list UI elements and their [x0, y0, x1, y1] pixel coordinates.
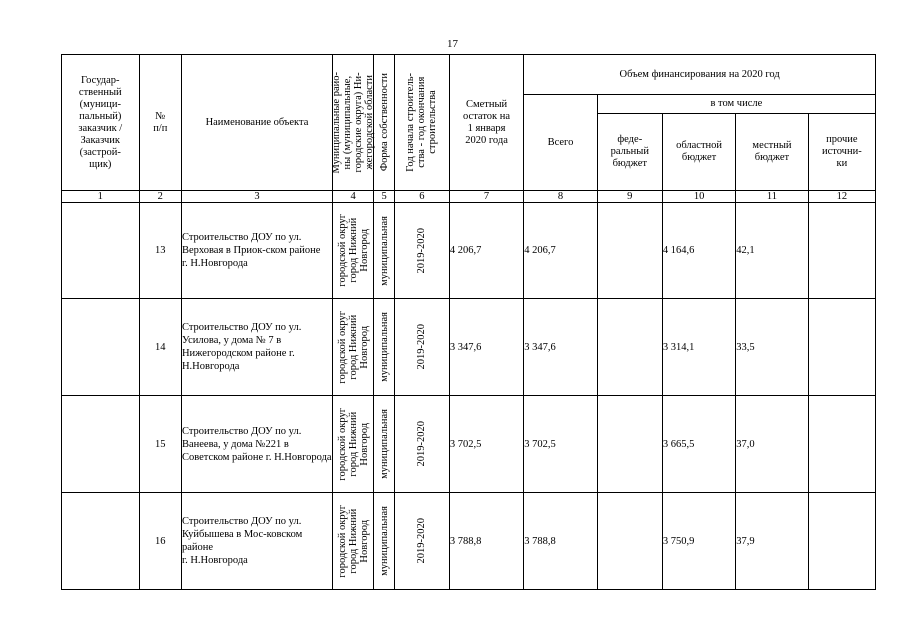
cell-num: 13 — [139, 203, 181, 299]
cell-customer — [62, 299, 140, 396]
cell-district — [332, 493, 373, 590]
cell-regional: 3 750,9 — [662, 493, 735, 590]
header-ownership — [374, 55, 395, 191]
cell-federal — [597, 493, 662, 590]
cell-other — [808, 203, 875, 299]
cell-ownership — [374, 203, 395, 299]
cell-years-text: 2019-2020 — [416, 518, 428, 564]
cell-object-name: Строительство ДОУ по ул. Верховая в Приок-ском районе г. Н.Новгорода — [181, 203, 332, 299]
cell-district — [332, 396, 373, 493]
cell-ownership — [374, 396, 395, 493]
cell-years — [395, 493, 450, 590]
cell-estimate: 3 702,5 — [449, 396, 523, 493]
cell-regional: 3 665,5 — [662, 396, 735, 493]
header-estimate: Сметный остаток на 1 января 2020 года — [449, 55, 523, 191]
cell-local: 37,9 — [736, 493, 808, 590]
cell-federal — [597, 299, 662, 396]
cell-estimate: 3 347,6 — [449, 299, 523, 396]
cell-ownership-text: муниципальная — [378, 215, 390, 286]
cell-years-text: 2019-2020 — [416, 324, 428, 370]
header-years — [395, 55, 450, 191]
cell-federal — [597, 203, 662, 299]
cell-object-name: Строительство ДОУ по ул. Ванеева, у дома №221 в Советском районе г. Н.Новгорода — [181, 396, 332, 493]
cell-local: 37,0 — [736, 396, 808, 493]
colnum-11: 11 — [736, 191, 808, 203]
cell-total: 3 347,6 — [524, 299, 597, 396]
header-federal: феде- ральный бюджет — [597, 114, 662, 191]
cell-customer — [62, 203, 140, 299]
header-incl: в том числе — [597, 95, 875, 114]
financing-table — [61, 54, 876, 590]
cell-customer — [62, 493, 140, 590]
cell-district-text: городской округ город Нижний Новгород — [336, 310, 370, 384]
cell-regional: 3 314,1 — [662, 299, 735, 396]
column-numbers-row — [62, 191, 876, 203]
header-other: прочие источни- ки — [808, 114, 875, 191]
colnum-5: 5 — [374, 191, 395, 203]
cell-ownership — [374, 299, 395, 396]
colnum-6: 6 — [395, 191, 450, 203]
table-row — [62, 299, 876, 396]
header-ownership-text: Форма собственности — [378, 73, 390, 172]
colnum-2: 2 — [139, 191, 181, 203]
header-regional: областной бюджет — [662, 114, 735, 191]
colnum-12: 12 — [808, 191, 875, 203]
cell-ownership-text: муниципальная — [378, 409, 390, 479]
cell-district-text: городской округ город Нижний Новгород — [336, 504, 370, 578]
colnum-1: 1 — [62, 191, 140, 203]
header-num: № п/п — [139, 55, 181, 191]
header-total: Всего — [524, 95, 597, 191]
cell-years-text: 2019-2020 — [416, 227, 428, 274]
cell-estimate: 4 206,7 — [449, 203, 523, 299]
cell-ownership — [374, 493, 395, 590]
page-number: 17 — [447, 38, 458, 50]
cell-other — [808, 396, 875, 493]
header-funding-group: Объем финансирования на 2020 год — [524, 55, 876, 95]
cell-federal — [597, 396, 662, 493]
cell-object-name: Строительство ДОУ по ул. Куйбышева в Мос-ковском районе г. Н.Новгорода — [181, 493, 332, 590]
cell-ownership-text: муниципальная — [378, 312, 390, 382]
header-object-name: Наименование объекта — [181, 55, 332, 191]
cell-ownership-text: муниципальная — [378, 506, 390, 576]
colnum-4: 4 — [332, 191, 373, 203]
cell-district-text: городской округ город Нижний Новгород — [336, 214, 370, 287]
colnum-10: 10 — [662, 191, 735, 203]
colnum-3: 3 — [181, 191, 332, 203]
cell-num: 14 — [139, 299, 181, 396]
cell-years — [395, 299, 450, 396]
cell-customer — [62, 396, 140, 493]
cell-district — [332, 299, 373, 396]
cell-object-name: Строительство ДОУ по ул. Усилова, у дома № 7 в Нижегородском районе г. Н.Новгорода — [181, 299, 332, 396]
cell-district-text: городской округ город Нижний Новгород — [336, 407, 370, 481]
cell-total: 4 206,7 — [524, 203, 597, 299]
cell-district — [332, 203, 373, 299]
cell-local: 42,1 — [736, 203, 808, 299]
cell-num: 15 — [139, 396, 181, 493]
table-row — [62, 493, 876, 590]
cell-estimate: 3 788,8 — [449, 493, 523, 590]
cell-local: 33,5 — [736, 299, 808, 396]
header-years-text: Год начала строитель- ства - год окончания строительства — [405, 73, 439, 172]
cell-years — [395, 396, 450, 493]
cell-years-text: 2019-2020 — [416, 421, 428, 467]
colnum-8: 8 — [524, 191, 597, 203]
header-local: местный бюджет — [736, 114, 808, 191]
header-customer: Государ- ственный (муници- пальный) заказчик / Заказчик (застрой- щик) — [62, 55, 140, 191]
cell-total: 3 702,5 — [524, 396, 597, 493]
colnum-9: 9 — [597, 191, 662, 203]
header-district-text: Муниципальные райо- ны (муниципальные, городские округа) Ни- жегородской области — [331, 71, 376, 174]
cell-total: 3 788,8 — [524, 493, 597, 590]
cell-num: 16 — [139, 493, 181, 590]
table-row — [62, 396, 876, 493]
cell-regional: 4 164,6 — [662, 203, 735, 299]
cell-years — [395, 203, 450, 299]
colnum-7: 7 — [449, 191, 523, 203]
header-district — [331, 55, 376, 191]
table-row — [62, 203, 876, 299]
cell-other — [808, 299, 875, 396]
cell-other — [808, 493, 875, 590]
